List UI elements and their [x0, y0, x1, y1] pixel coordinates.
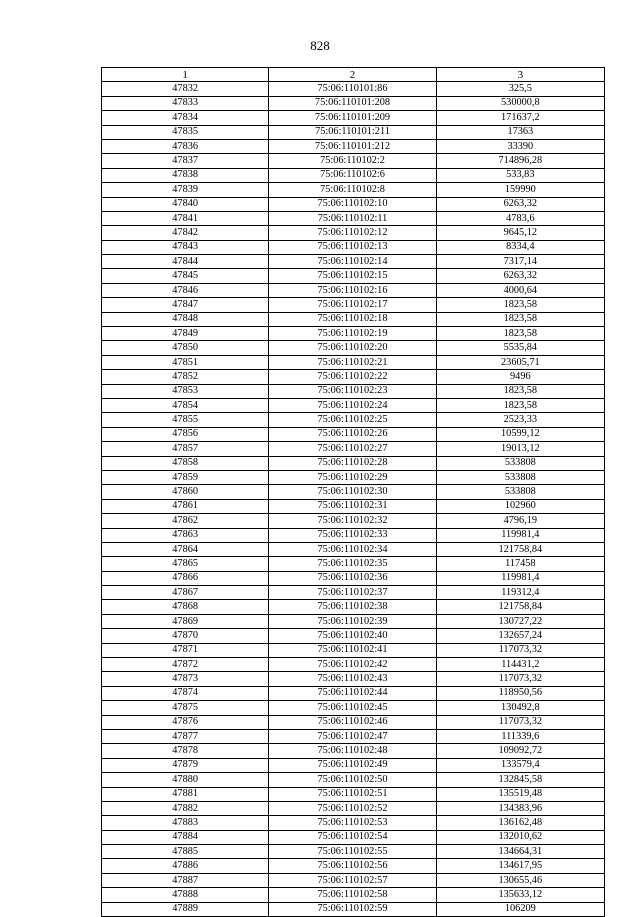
value-cell: 134664,31 — [436, 845, 604, 859]
cadastral-number-cell: 75:06:110102:28 — [269, 456, 436, 470]
cadastral-number-cell: 75:06:110102:59 — [269, 902, 436, 916]
cadastral-number-cell: 75:06:110102:58 — [269, 888, 436, 902]
record-number-cell: 47882 — [102, 801, 269, 815]
value-cell: 6263,32 — [436, 269, 604, 283]
value-cell: 132845,58 — [436, 773, 604, 787]
cadastral-number-cell: 75:06:110102:54 — [269, 830, 436, 844]
value-cell: 132657,24 — [436, 629, 604, 643]
column-header: 1 — [102, 68, 269, 82]
record-number-cell: 47853 — [102, 384, 269, 398]
record-number-cell: 47865 — [102, 557, 269, 571]
table-row — [102, 456, 605, 470]
value-cell: 109092,72 — [436, 744, 604, 758]
table-row — [102, 586, 605, 600]
cadastral-number-cell: 75:06:110102:18 — [269, 312, 436, 326]
value-cell: 33390 — [436, 139, 604, 153]
table-row — [102, 240, 605, 254]
cadastral-number-cell: 75:06:110102:15 — [269, 269, 436, 283]
record-number-cell: 47837 — [102, 154, 269, 168]
table-row — [102, 370, 605, 384]
value-cell: 117458 — [436, 557, 604, 571]
column-header: 3 — [436, 68, 604, 82]
cadastral-number-cell: 75:06:110102:47 — [269, 729, 436, 743]
value-cell: 159990 — [436, 183, 604, 197]
table-row — [102, 298, 605, 312]
record-number-cell: 47847 — [102, 298, 269, 312]
value-cell: 118950,56 — [436, 686, 604, 700]
cadastral-number-cell: 75:06:110102:37 — [269, 586, 436, 600]
value-cell: 4000,64 — [436, 283, 604, 297]
record-number-cell: 47876 — [102, 715, 269, 729]
value-cell: 119981,4 — [436, 528, 604, 542]
table-row — [102, 830, 605, 844]
cadastral-number-cell: 75:06:110102:25 — [269, 413, 436, 427]
table-row — [102, 168, 605, 182]
record-number-cell: 47885 — [102, 845, 269, 859]
record-number-cell: 47879 — [102, 758, 269, 772]
value-cell: 130655,46 — [436, 873, 604, 887]
table-row — [102, 773, 605, 787]
record-number-cell: 47889 — [102, 902, 269, 916]
table-row — [102, 226, 605, 240]
cadastral-number-cell: 75:06:110102:26 — [269, 427, 436, 441]
value-cell: 23605,71 — [436, 355, 604, 369]
record-number-cell: 47884 — [102, 830, 269, 844]
value-cell: 7317,14 — [436, 255, 604, 269]
table-row — [102, 658, 605, 672]
record-number-cell: 47870 — [102, 629, 269, 643]
record-number-cell: 47886 — [102, 859, 269, 873]
record-number-cell: 47854 — [102, 398, 269, 412]
value-cell: 1823,58 — [436, 298, 604, 312]
record-number-cell: 47860 — [102, 485, 269, 499]
record-number-cell: 47849 — [102, 327, 269, 341]
value-cell: 2523,33 — [436, 413, 604, 427]
value-cell: 4783,6 — [436, 211, 604, 225]
table-row — [102, 571, 605, 585]
value-cell: 8334,4 — [436, 240, 604, 254]
record-number-cell: 47881 — [102, 787, 269, 801]
table-row — [102, 82, 605, 96]
record-number-cell: 47839 — [102, 183, 269, 197]
record-number-cell: 47851 — [102, 355, 269, 369]
value-cell: 714896,28 — [436, 154, 604, 168]
value-cell: 10599,12 — [436, 427, 604, 441]
cadastral-number-cell: 75:06:110102:53 — [269, 816, 436, 830]
value-cell: 106209 — [436, 902, 604, 916]
value-cell: 117073,32 — [436, 715, 604, 729]
table-row — [102, 542, 605, 556]
cadastral-number-cell: 75:06:110102:14 — [269, 255, 436, 269]
record-number-cell: 47880 — [102, 773, 269, 787]
record-number-cell: 47855 — [102, 413, 269, 427]
table-row — [102, 600, 605, 614]
record-number-cell: 47868 — [102, 600, 269, 614]
value-cell: 130492,8 — [436, 701, 604, 715]
cadastral-number-cell: 75:06:110102:52 — [269, 801, 436, 815]
cadastral-number-cell: 75:06:110102:8 — [269, 183, 436, 197]
record-number-cell: 47874 — [102, 686, 269, 700]
value-cell: 533808 — [436, 470, 604, 484]
record-number-cell: 47883 — [102, 816, 269, 830]
table-row — [102, 801, 605, 815]
column-header: 2 — [269, 68, 436, 82]
table-row — [102, 355, 605, 369]
cadastral-number-cell: 75:06:110102:46 — [269, 715, 436, 729]
cadastral-number-cell: 75:06:110102:12 — [269, 226, 436, 240]
record-number-cell: 47852 — [102, 370, 269, 384]
value-cell: 1823,58 — [436, 327, 604, 341]
table-row — [102, 427, 605, 441]
record-number-cell: 47859 — [102, 470, 269, 484]
value-cell: 136162,48 — [436, 816, 604, 830]
value-cell: 135519,48 — [436, 787, 604, 801]
record-number-cell: 47872 — [102, 658, 269, 672]
cadastral-number-cell: 75:06:110102:23 — [269, 384, 436, 398]
record-number-cell: 47869 — [102, 614, 269, 628]
cadastral-number-cell: 75:06:110102:34 — [269, 542, 436, 556]
cadastral-number-cell: 75:06:110102:44 — [269, 686, 436, 700]
cadastral-number-cell: 75:06:110101:86 — [269, 82, 436, 96]
table-row — [102, 686, 605, 700]
table-row — [102, 816, 605, 830]
record-number-cell: 47840 — [102, 197, 269, 211]
value-cell: 134617,95 — [436, 859, 604, 873]
value-cell: 133579,4 — [436, 758, 604, 772]
cadastral-number-cell: 75:06:110102:41 — [269, 643, 436, 657]
value-cell: 134383,96 — [436, 801, 604, 815]
table-row — [102, 96, 605, 110]
table-row — [102, 614, 605, 628]
record-number-cell: 47871 — [102, 643, 269, 657]
table-header-row — [102, 68, 605, 82]
table-row — [102, 514, 605, 528]
table-row — [102, 211, 605, 225]
table-row — [102, 845, 605, 859]
page-number: 828 — [310, 38, 330, 53]
table-row — [102, 629, 605, 643]
value-cell: 132010,62 — [436, 830, 604, 844]
record-number-cell: 47846 — [102, 283, 269, 297]
cadastral-number-cell: 75:06:110102:33 — [269, 528, 436, 542]
value-cell: 533,83 — [436, 168, 604, 182]
cadastral-number-cell: 75:06:110102:55 — [269, 845, 436, 859]
table-row — [102, 139, 605, 153]
table-row — [102, 888, 605, 902]
value-cell: 5535,84 — [436, 341, 604, 355]
record-number-cell: 47834 — [102, 111, 269, 125]
cadastral-number-cell: 75:06:110102:27 — [269, 442, 436, 456]
record-number-cell: 47858 — [102, 456, 269, 470]
cadastral-number-cell: 75:06:110102:56 — [269, 859, 436, 873]
cadastral-number-cell: 75:06:110102:20 — [269, 341, 436, 355]
table-row — [102, 283, 605, 297]
record-number-cell: 47850 — [102, 341, 269, 355]
table-row — [102, 715, 605, 729]
value-cell: 121758,84 — [436, 600, 604, 614]
table-row — [102, 125, 605, 139]
cadastral-number-cell: 75:06:110102:42 — [269, 658, 436, 672]
record-number-cell: 47836 — [102, 139, 269, 153]
record-number-cell: 47832 — [102, 82, 269, 96]
record-number-cell: 47862 — [102, 514, 269, 528]
value-cell: 1823,58 — [436, 384, 604, 398]
cadastral-number-cell: 75:06:110102:17 — [269, 298, 436, 312]
table-row — [102, 873, 605, 887]
record-number-cell: 47878 — [102, 744, 269, 758]
record-number-cell: 47873 — [102, 672, 269, 686]
record-number-cell: 47888 — [102, 888, 269, 902]
table-row — [102, 701, 605, 715]
record-number-cell: 47833 — [102, 96, 269, 110]
table-row — [102, 413, 605, 427]
cadastral-number-cell: 75:06:110102:57 — [269, 873, 436, 887]
table-row — [102, 859, 605, 873]
record-number-cell: 47864 — [102, 542, 269, 556]
record-number-cell: 47861 — [102, 499, 269, 513]
table-row — [102, 398, 605, 412]
record-number-cell: 47857 — [102, 442, 269, 456]
cadastral-number-cell: 75:06:110102:39 — [269, 614, 436, 628]
cadastral-number-cell: 75:06:110102:6 — [269, 168, 436, 182]
cadastral-number-cell: 75:06:110102:32 — [269, 514, 436, 528]
cadastral-number-cell: 75:06:110101:209 — [269, 111, 436, 125]
record-number-cell: 47843 — [102, 240, 269, 254]
value-cell: 530000,8 — [436, 96, 604, 110]
table-row — [102, 643, 605, 657]
value-cell: 325,5 — [436, 82, 604, 96]
value-cell: 4796,19 — [436, 514, 604, 528]
value-cell: 533808 — [436, 456, 604, 470]
cadastral-number-cell: 75:06:110102:49 — [269, 758, 436, 772]
record-number-cell: 47841 — [102, 211, 269, 225]
record-number-cell: 47877 — [102, 729, 269, 743]
data-table — [101, 67, 605, 917]
value-cell: 9496 — [436, 370, 604, 384]
cadastral-number-cell: 75:06:110102:36 — [269, 571, 436, 585]
value-cell: 171637,2 — [436, 111, 604, 125]
cadastral-number-cell: 75:06:110102:30 — [269, 485, 436, 499]
table-row — [102, 341, 605, 355]
cadastral-number-cell: 75:06:110101:211 — [269, 125, 436, 139]
cadastral-number-cell: 75:06:110102:29 — [269, 470, 436, 484]
table-row — [102, 729, 605, 743]
record-number-cell: 47844 — [102, 255, 269, 269]
cadastral-number-cell: 75:06:110102:19 — [269, 327, 436, 341]
table-row — [102, 528, 605, 542]
cadastral-number-cell: 75:06:110101:208 — [269, 96, 436, 110]
record-number-cell: 47867 — [102, 586, 269, 600]
value-cell: 17363 — [436, 125, 604, 139]
cadastral-number-cell: 75:06:110102:11 — [269, 211, 436, 225]
value-cell: 6263,32 — [436, 197, 604, 211]
cadastral-number-cell: 75:06:110101:212 — [269, 139, 436, 153]
value-cell: 111339,6 — [436, 729, 604, 743]
cadastral-number-cell: 75:06:110102:43 — [269, 672, 436, 686]
table-row — [102, 744, 605, 758]
table-row — [102, 442, 605, 456]
table-row — [102, 154, 605, 168]
cadastral-number-cell: 75:06:110102:21 — [269, 355, 436, 369]
table-row — [102, 787, 605, 801]
cadastral-number-cell: 75:06:110102:13 — [269, 240, 436, 254]
value-cell: 117073,32 — [436, 672, 604, 686]
table-row — [102, 183, 605, 197]
value-cell: 130727,22 — [436, 614, 604, 628]
cadastral-number-cell: 75:06:110102:51 — [269, 787, 436, 801]
value-cell: 119312,4 — [436, 586, 604, 600]
record-number-cell: 47866 — [102, 571, 269, 585]
cadastral-number-cell: 75:06:110102:38 — [269, 600, 436, 614]
value-cell: 117073,32 — [436, 643, 604, 657]
table-row — [102, 384, 605, 398]
cadastral-number-cell: 75:06:110102:35 — [269, 557, 436, 571]
table-row — [102, 902, 605, 916]
cadastral-number-cell: 75:06:110102:24 — [269, 398, 436, 412]
value-cell: 135633,12 — [436, 888, 604, 902]
value-cell: 1823,58 — [436, 398, 604, 412]
cadastral-number-cell: 75:06:110102:22 — [269, 370, 436, 384]
cadastral-number-cell: 75:06:110102:31 — [269, 499, 436, 513]
table-row — [102, 269, 605, 283]
record-number-cell: 47863 — [102, 528, 269, 542]
cadastral-number-cell: 75:06:110102:45 — [269, 701, 436, 715]
record-number-cell: 47887 — [102, 873, 269, 887]
value-cell: 102960 — [436, 499, 604, 513]
table-row — [102, 557, 605, 571]
table-row — [102, 197, 605, 211]
value-cell: 1823,58 — [436, 312, 604, 326]
record-number-cell: 47848 — [102, 312, 269, 326]
record-number-cell: 47845 — [102, 269, 269, 283]
cadastral-number-cell: 75:06:110102:48 — [269, 744, 436, 758]
table-row — [102, 470, 605, 484]
cadastral-number-cell: 75:06:110102:16 — [269, 283, 436, 297]
value-cell: 19013,12 — [436, 442, 604, 456]
table-row — [102, 327, 605, 341]
table-row — [102, 111, 605, 125]
cadastral-number-cell: 75:06:110102:40 — [269, 629, 436, 643]
table-row — [102, 255, 605, 269]
record-number-cell: 47842 — [102, 226, 269, 240]
value-cell: 114431,2 — [436, 658, 604, 672]
record-number-cell: 47875 — [102, 701, 269, 715]
table-row — [102, 758, 605, 772]
table-row — [102, 312, 605, 326]
value-cell: 533808 — [436, 485, 604, 499]
record-number-cell: 47838 — [102, 168, 269, 182]
cadastral-number-cell: 75:06:110102:50 — [269, 773, 436, 787]
value-cell: 9645,12 — [436, 226, 604, 240]
value-cell: 119981,4 — [436, 571, 604, 585]
cadastral-number-cell: 75:06:110102:2 — [269, 154, 436, 168]
table-row — [102, 672, 605, 686]
table-row — [102, 485, 605, 499]
cadastral-number-cell: 75:06:110102:10 — [269, 197, 436, 211]
record-number-cell: 47856 — [102, 427, 269, 441]
table-row — [102, 499, 605, 513]
value-cell: 121758,84 — [436, 542, 604, 556]
record-number-cell: 47835 — [102, 125, 269, 139]
